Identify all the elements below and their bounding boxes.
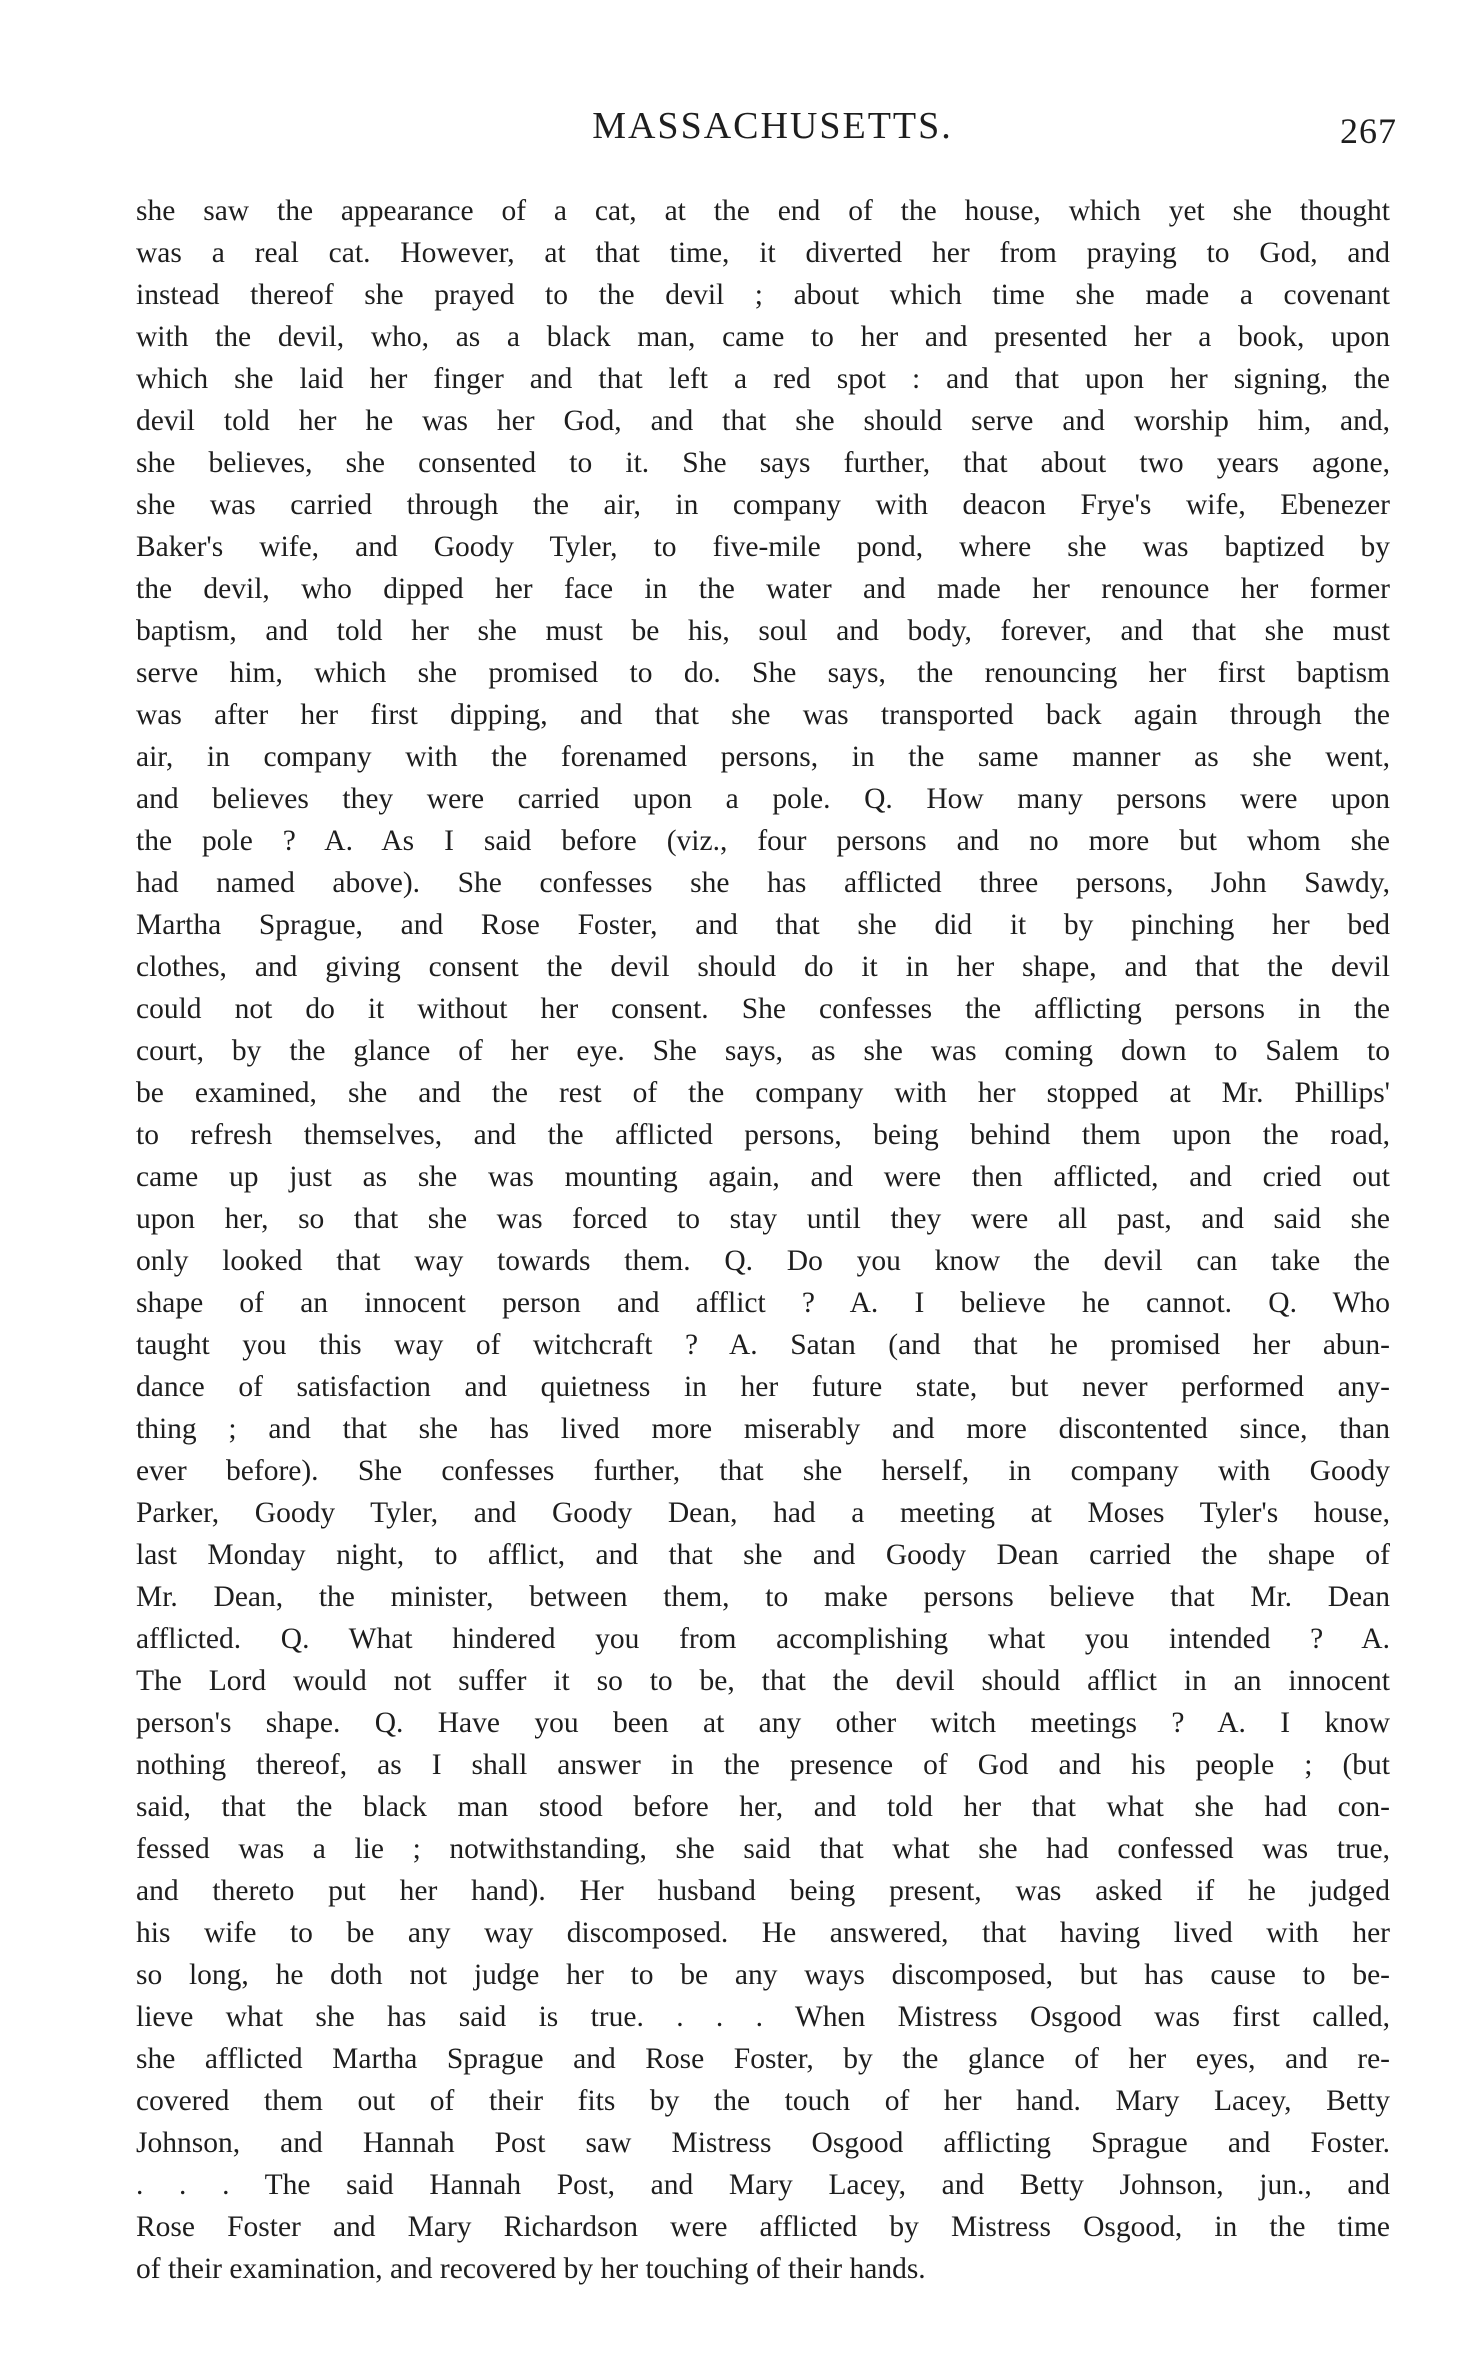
text-line: with the devil, who, as a black man, came to her and presented her a book, upon	[136, 321, 1390, 353]
text-line: taught you this way of witchcraft ? A. Satan (and that he promised her abun-	[136, 1329, 1390, 1361]
text-line: Rose Foster and Mary Richardson were afflicted by Mistress Osgood, in the time	[136, 2211, 1390, 2243]
text-line: devil told her he was her God, and that she should serve and worship him, and,	[136, 405, 1390, 437]
text-line: was after her first dipping, and that she was transported back again through the	[136, 699, 1390, 731]
text-line: person's shape. Q. Have you been at any other witch meetings ? A. I know	[136, 1707, 1390, 1739]
text-line: only looked that way towards them. Q. Do you know the devil can take the	[136, 1245, 1390, 1277]
text-line: she was carried through the air, in company with deacon Frye's wife, Ebenezer	[136, 489, 1390, 521]
text-line: Martha Sprague, and Rose Foster, and that she did it by pinching her bed	[136, 909, 1390, 941]
text-line: lieve what she has said is true. . . . When Mistress Osgood was first called,	[136, 2001, 1390, 2033]
running-head	[0, 104, 1457, 154]
text-line: and thereto put her hand). Her husband being present, was asked if he judged	[136, 1875, 1390, 1907]
text-line: thing ; and that she has lived more miserably and more discontented since, than	[136, 1413, 1390, 1445]
text-line: last Monday night, to afflict, and that she and Goody Dean carried the shape of	[136, 1539, 1390, 1571]
text-line: baptism, and told her she must be his, soul and body, forever, and that she must	[136, 615, 1390, 647]
text-line: his wife to be any way discomposed. He answered, that having lived with her	[136, 1917, 1390, 1949]
running-title: MASSACHUSETTS.	[592, 105, 953, 147]
text-line: had named above). She confesses she has afflicted three persons, John Sawdy,	[136, 867, 1390, 899]
text-line: Baker's wife, and Goody Tyler, to five-mile pond, where she was baptized by	[136, 531, 1390, 563]
text-line: instead thereof she prayed to the devil ; about which time she made a covenant	[136, 279, 1390, 311]
text-line: upon her, so that she was forced to stay until they were all past, and said she	[136, 1203, 1390, 1235]
text-line: court, by the glance of her eye. She says, as she was coming down to Salem to	[136, 1035, 1390, 1067]
text-line: she afflicted Martha Sprague and Rose Foster, by the glance of her eyes, and re-	[136, 2043, 1390, 2075]
text-line: . . . The said Hannah Post, and Mary Lacey, and Betty Johnson, jun., and	[136, 2169, 1390, 2201]
text-line: so long, he doth not judge her to be any ways discomposed, but has cause to be-	[136, 1959, 1390, 1991]
text-line: nothing thereof, as I shall answer in the presence of God and his people ; (but	[136, 1749, 1390, 1781]
text-line: the devil, who dipped her face in the water and made her renounce her former	[136, 573, 1390, 605]
page-number: 267	[1340, 111, 1397, 151]
text-line: ever before). She confesses further, that she herself, in company with Goody	[136, 1455, 1390, 1487]
text-line: covered them out of their fits by the touch of her hand. Mary Lacey, Betty	[136, 2085, 1390, 2117]
text-line: Johnson, and Hannah Post saw Mistress Osgood afflicting Sprague and Foster.	[136, 2127, 1390, 2159]
text-line: was a real cat. However, at that time, it diverted her from praying to God, and	[136, 237, 1390, 269]
text-line: be examined, she and the rest of the company with her stopped at Mr. Phillips'	[136, 1077, 1390, 1109]
text-line: air, in company with the forenamed persons, in the same manner as she went,	[136, 741, 1390, 773]
body-text	[136, 190, 1390, 2290]
text-line: of their examination, and recovered by her touching of their hands.	[136, 2253, 926, 2285]
text-line: said, that the black man stood before her, and told her that what she had con-	[136, 1791, 1390, 1823]
text-line: could not do it without her consent. She confesses the afflicting persons in the	[136, 993, 1390, 1025]
text-line: fessed was a lie ; notwithstanding, she said that what she had confessed was true,	[136, 1833, 1390, 1865]
text-line: serve him, which she promised to do. She says, the renouncing her first baptism	[136, 657, 1390, 689]
text-line: she saw the appearance of a cat, at the end of the house, which yet she thought	[136, 195, 1390, 227]
text-line: the pole ? A. As I said before (viz., four persons and no more but whom she	[136, 825, 1390, 857]
text-line: dance of satisfaction and quietness in her future state, but never performed any-	[136, 1371, 1390, 1403]
text-line: shape of an innocent person and afflict ? A. I believe he cannot. Q. Who	[136, 1287, 1390, 1319]
text-line: she believes, she consented to it. She says further, that about two years agone,	[136, 447, 1390, 479]
text-line: Parker, Goody Tyler, and Goody Dean, had a meeting at Moses Tyler's house,	[136, 1497, 1390, 1529]
text-line: came up just as she was mounting again, and were then afflicted, and cried out	[136, 1161, 1390, 1193]
text-line: Mr. Dean, the minister, between them, to make persons believe that Mr. Dean	[136, 1581, 1390, 1613]
text-line: and believes they were carried upon a pole. Q. How many persons were upon	[136, 783, 1390, 815]
text-line: which she laid her finger and that left a red spot : and that upon her signing, the	[136, 363, 1390, 395]
text-line: afflicted. Q. What hindered you from accomplishing what you intended ? A.	[136, 1623, 1390, 1655]
text-line: to refresh themselves, and the afflicted persons, being behind them upon the road,	[136, 1119, 1390, 1151]
text-line: The Lord would not suffer it so to be, that the devil should afflict in an innocent	[136, 1665, 1390, 1697]
text-line: clothes, and giving consent the devil should do it in her shape, and that the devil	[136, 951, 1390, 983]
